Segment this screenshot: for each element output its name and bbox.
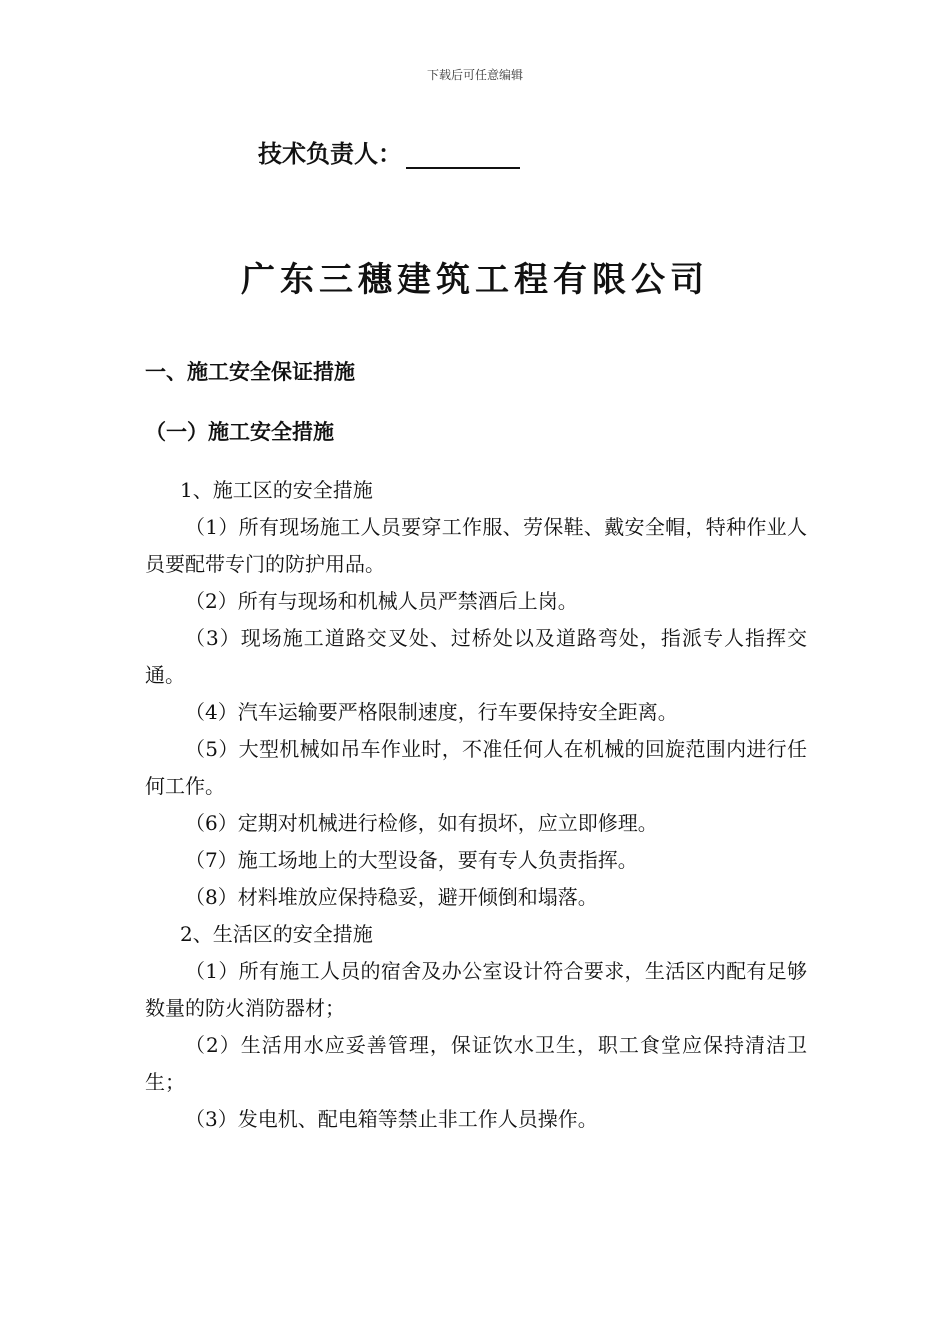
page-header-note: 下载后可任意编辑 [426, 68, 523, 82]
body-text [145, 472, 807, 1138]
paragraph-subheading: 1、施工区的安全措施 [180, 478, 373, 502]
paragraph-subheading: 2、生活区的安全措施 [180, 922, 373, 946]
paragraph-item: （2）所有与现场和机械人员严禁酒后上岗。 [185, 589, 578, 613]
tech-lead-label: 技术负责人： [258, 140, 402, 168]
paragraph-item: （3）现场施工道路交叉处、过桥处以及道路弯处，指派专人指挥交通。 [145, 626, 807, 687]
paragraph-item: （1）所有现场施工人员要穿工作服、劳保鞋、戴安全帽，特种作业人员要配带专门的防护用品。 [145, 515, 807, 576]
company-name: 广东三穗建筑工程有限公司 [241, 260, 709, 300]
paragraph-item: （4）汽车运输要严格限制速度，行车要保持安全距离。 [185, 700, 678, 724]
section-title: 一、施工安全保证措施 [145, 360, 355, 384]
paragraph-item: （3）发电机、配电箱等禁止非工作人员操作。 [185, 1107, 598, 1131]
paragraph-item: （2）生活用水应妥善管理，保证饮水卫生，职工食堂应保持清洁卫生； [145, 1033, 807, 1094]
paragraph-item: （1）所有施工人员的宿舍及办公室设计符合要求，生活区内配有足够数量的防火消防器材； [145, 959, 807, 1020]
paragraph-item: （8）材料堆放应保持稳妥，避开倾倒和塌落。 [185, 885, 598, 909]
paragraph-item: （5）大型机械如吊车作业时，不准任何人在机械的回旋范围内进行任何工作。 [145, 737, 807, 798]
paragraph-item: （6）定期对机械进行检修，如有损坏，应立即修理。 [185, 811, 658, 835]
subsection-title: （一）施工安全措施 [145, 420, 334, 444]
paragraph-item: （7）施工场地上的大型设备，要有专人负责指挥。 [185, 848, 638, 872]
signature-blank [406, 143, 520, 169]
tech-lead-line [258, 134, 520, 169]
